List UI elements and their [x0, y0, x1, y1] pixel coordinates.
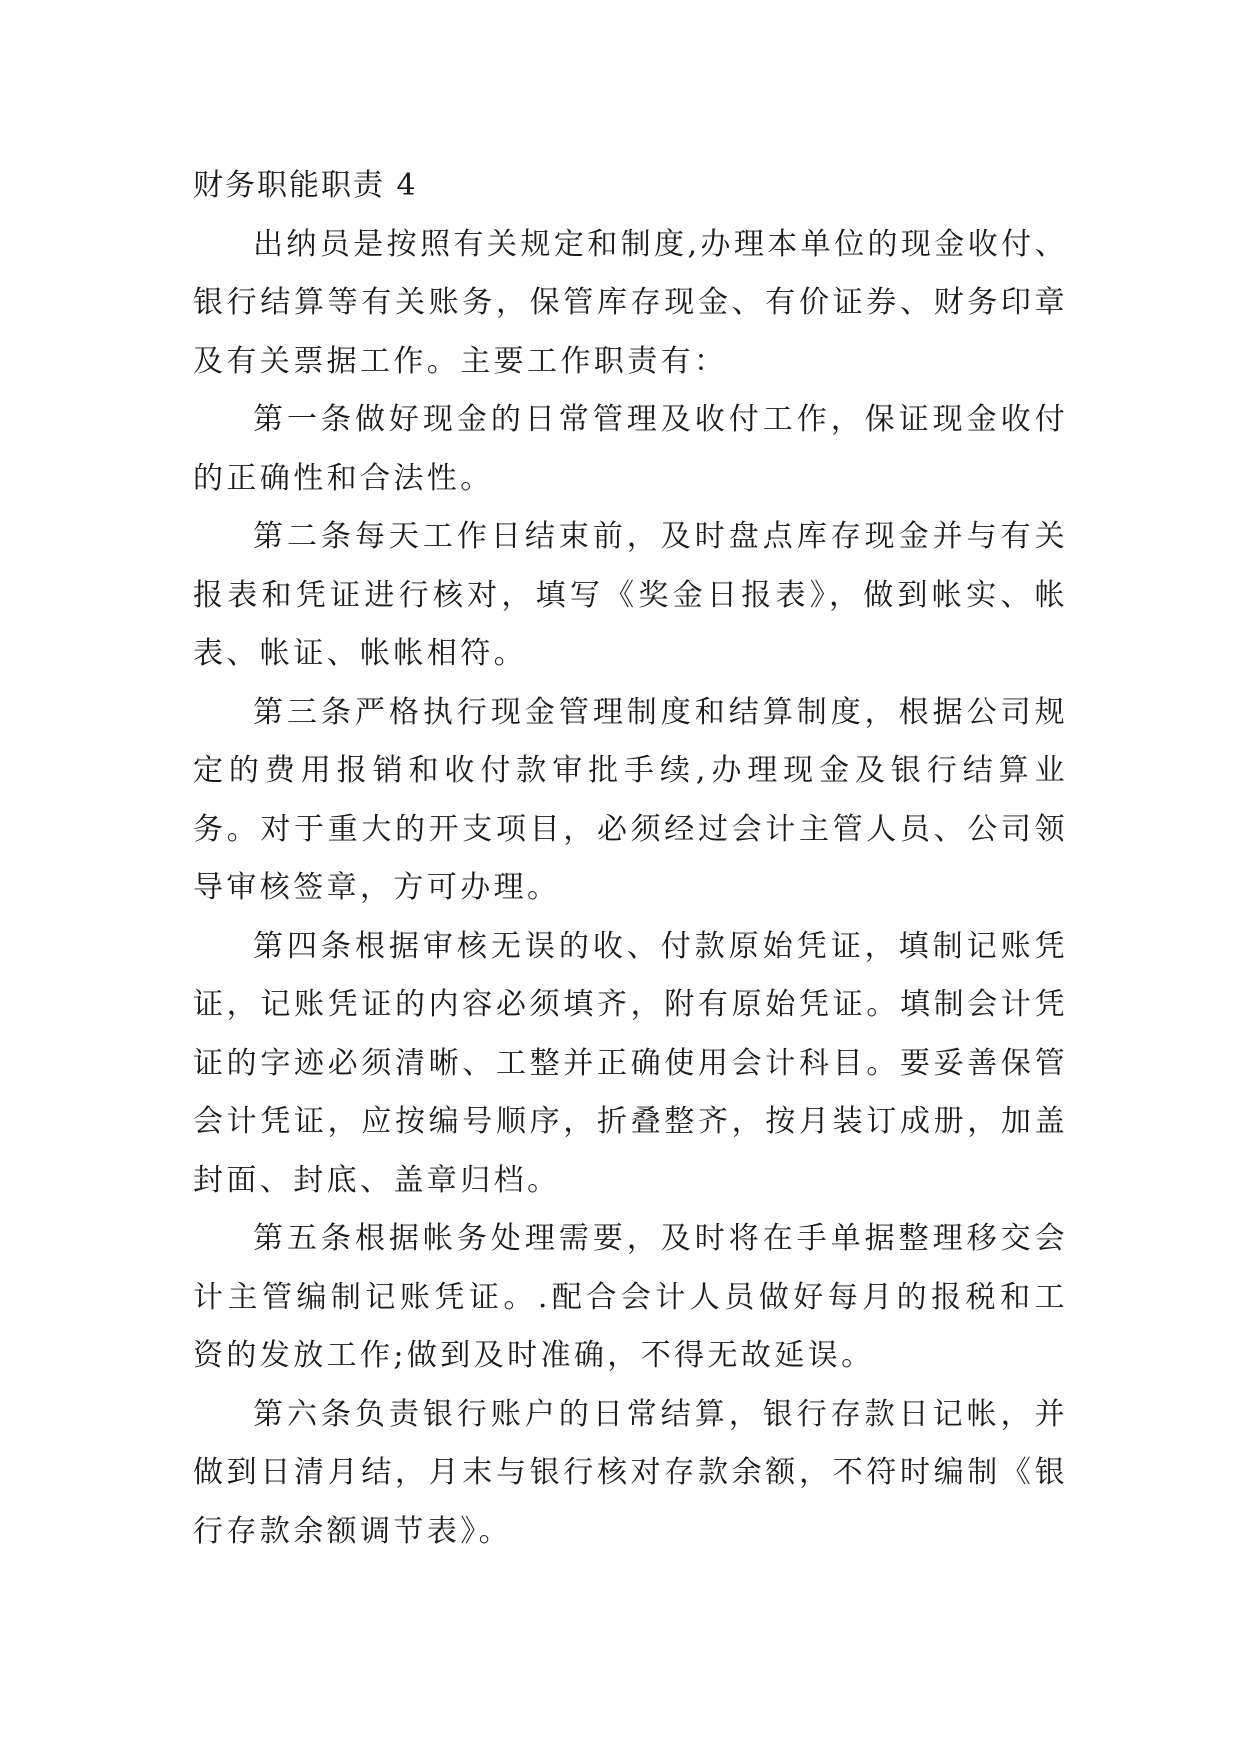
paragraph-intro: 出纳员是按照有关规定和制度,办理本单位的现金收付、银行结算等有关账务，保管库存现金、有价证券、财务印章及有关票据工作。主要工作职责有： [193, 226, 1068, 379]
paragraph-article-5: 第五条根据帐务处理需要，及时将在手单据整理移交会计主管编制记账凭证。.配合会计人员做好每月的报税和工资的发放工作;做到及时准确，不得无故延误。 [193, 1221, 1068, 1373]
document-title: 财务职能职责 4 [193, 168, 418, 203]
paragraph-article-4: 第四条根据审核无误的收、付款原始凭证，填制记账凭证，记账凭证的内容必须填齐，附有原始凭证。填制会计凭证的字迹必须清晰、工整并正确使用会计科目。要妥善保管会计凭证，应按编号顺序，折叠整齐，按月装订成册，加盖封面、封底、盖章归档。 [193, 928, 1068, 1198]
document-body [193, 157, 1068, 1561]
paragraph-article-1: 第一条做好现金的日常管理及收付工作，保证现金收付的正确性和合法性。 [193, 402, 1068, 496]
paragraph-article-6: 第六条负责银行账户的日常结算，银行存款日记帐，并做到日清月结，月末与银行核对存款余额，不符时编制《银行存款余额调节表》。 [193, 1396, 1068, 1549]
paragraph-article-3: 第三条严格执行现金管理制度和结算制度，根据公司规定的费用报销和收付款审批手续,办理现金及银行结算业务。对于重大的开支项目，必须经过会计主管人员、公司领导审核签章，方可办理。 [193, 694, 1068, 905]
paragraph-article-2: 第二条每天工作日结束前，及时盘点库存现金并与有关报表和凭证进行核对，填写《奖金日报表》，做到帐实、帐表、帐证、帐帐相符。 [193, 519, 1068, 671]
